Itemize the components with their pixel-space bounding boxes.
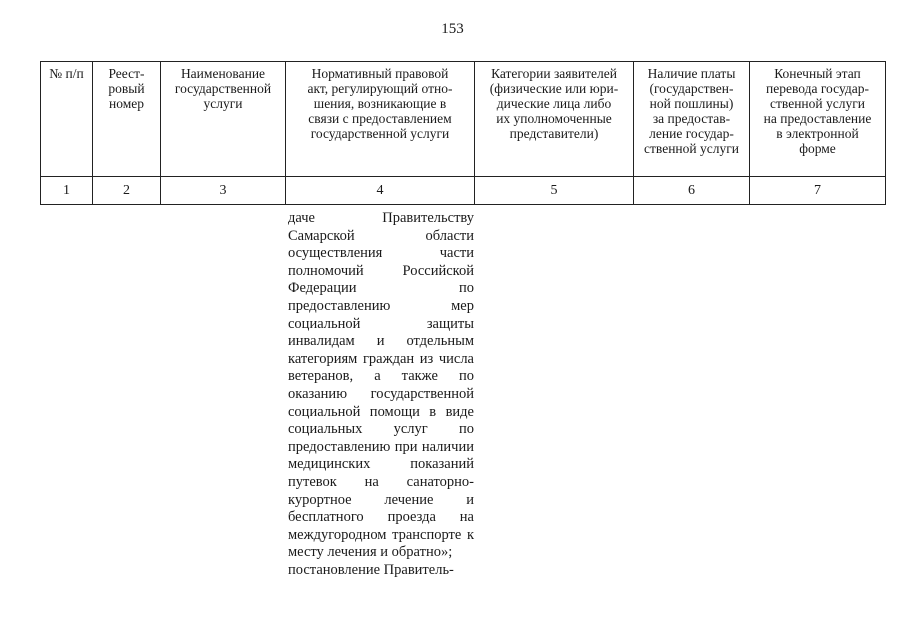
table-header-row xyxy=(41,62,886,177)
header-cell-final-stage: Конечный этап перевода государ- ственной услуги на предоставление в электронной форме xyxy=(750,62,886,177)
column-number-cell: 2 xyxy=(93,177,161,205)
legal-act-continuation-text: даче Правительству Самарской области осуществления части полномочий Российской Федерации по предоставлению мер социальной защиты инвалидам и отдельным категориям граждан из числа ветеранов, а также по оказанию государственной социальной помощи в виде социальных услуг по предоставлению при наличии медицинских показаний путевок на санаторно-курортное лечение и бесплатного проезда на междугородном транспорте к месту лечения и обратно»; xyxy=(288,210,474,561)
column-number-row xyxy=(41,177,886,205)
column-number-cell: 7 xyxy=(750,177,886,205)
header-cell-fee: Наличие платы (государствен- ной пошлины) за предостав- ление государ- ственной услуги xyxy=(634,62,750,177)
column-number-cell: 4 xyxy=(286,177,475,205)
header-cell-legal-act: Нормативный правовой акт, регулирующий отно- шения, возникающие в связи с предоставлением государственной услуги xyxy=(286,62,475,177)
next-legal-act-fragment: постановление Правитель- xyxy=(288,561,454,578)
column-number-cell: 3 xyxy=(161,177,286,205)
column-number-cell: 5 xyxy=(475,177,634,205)
registry-table xyxy=(40,61,886,205)
column-number-cell: 1 xyxy=(41,177,93,205)
column-4-continuation xyxy=(288,210,474,579)
header-cell-number: № п/п xyxy=(41,62,93,177)
page-number: 153 xyxy=(441,21,464,37)
header-cell-registry-number: Реест- ровый номер xyxy=(93,62,161,177)
column-number-cell: 6 xyxy=(634,177,750,205)
header-cell-applicant-categories: Категории заявителей (физические или юри- дические лица либо их уполномоченные представители) xyxy=(475,62,634,177)
header-cell-service-name: Наименование государственной услуги xyxy=(161,62,286,177)
